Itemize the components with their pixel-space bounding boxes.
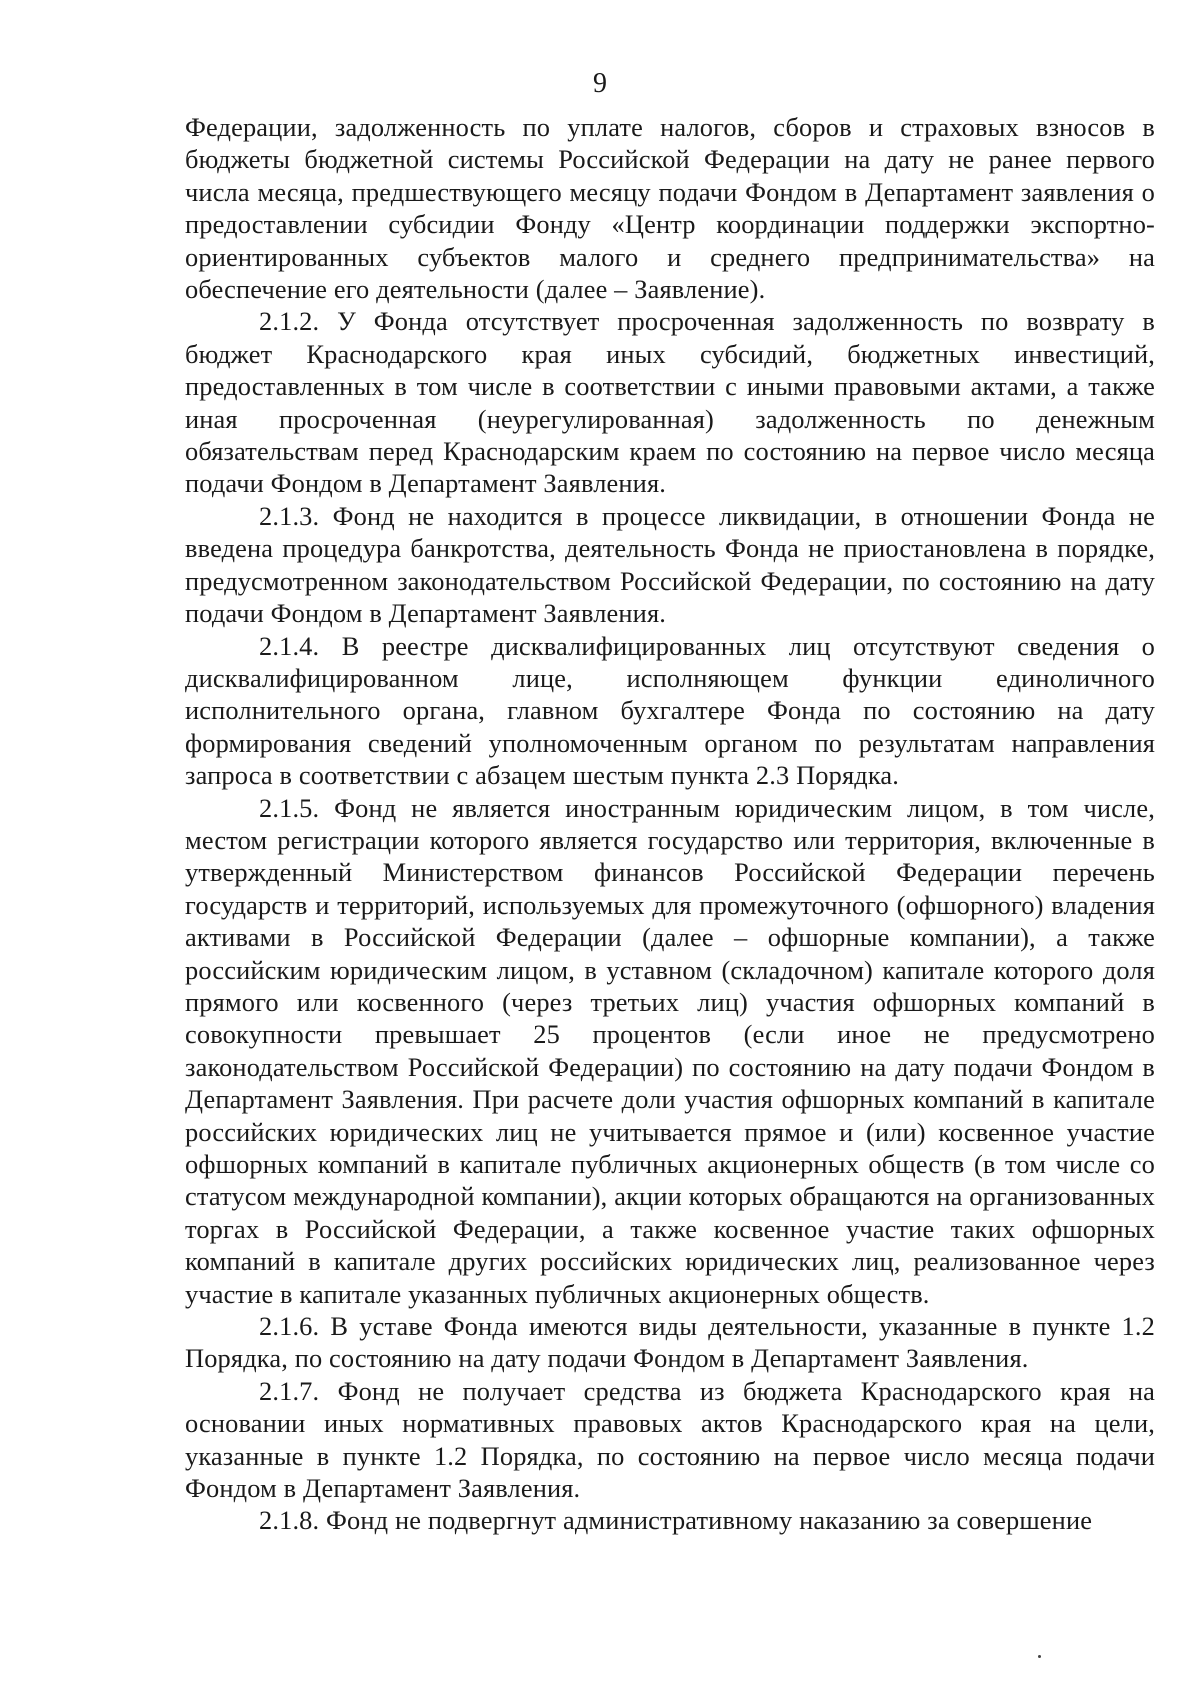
page-number: 9 xyxy=(593,68,607,99)
paragraph-2-1-7: 2.1.7. Фонд не получает средства из бюджета Краснодарского края на основании иных нормативных правовых актов Краснодарского края на цели, указанные в пункте 1.2 Порядка, по состоянию на первое число месяца подачи Фондом в Департамент Заявления. xyxy=(185,1375,1155,1504)
paragraph-2-1-4: 2.1.4. В реестре дисквалифицированных лиц отсутствуют сведения о дисквалифицированном лице, исполняющем функции единоличного исполнительного органа, главном бухгалтере Фонда по состоянию на дату формирования сведений уполномоченным органом по результатам направления запроса в соответствии с абзацем шестым пункта 2.3 Порядка. xyxy=(185,630,1155,791)
document-body xyxy=(185,111,1155,1537)
paragraph-continuation: Федерации, задолженность по уплате налогов, сборов и страховых взносов в бюджеты бюджетной системы Российской Федерации на дату не ранее первого числа месяца, предшествующего месяцу подачи Фондом в Департамент заявления о предоставлении субсидии Фонду «Центр координации поддержки экспортно-ориентированных субъектов малого и среднего предпринимательства» на обеспечение его деятельности (далее – Заявление). xyxy=(185,112,1155,305)
paragraph-2-1-2: 2.1.2. У Фонда отсутствует просроченная задолженность по возврату в бюджет Краснодарского края иных субсидий, бюджетных инвестиций, предоставленных в том числе в соответствии с иными правовыми актами, а также иная просроченная (неурегулированная) задолженность по денежным обязательствам перед Краснодарским краем по состоянию на первое число месяца подачи Фондом в Департамент Заявления. xyxy=(185,306,1155,499)
paragraph-2-1-5: 2.1.5. Фонд не является иностранным юридическим лицом, в том числе, местом регистрации которого является государство или территория, включенные в утвержденный Министерством финансов Российской Федерации перечень государств и территорий, используемых для промежуточного (офшорного) владения активами в Российской Федерации (далее – офшорные компании), а также российским юридическим лицом, в уставном (складочном) капитале которого доля прямого или косвенного (через третьих лиц) участия офшорных компаний в совокупности превышает 25 процентов (если иное не предусмотрено законодательством Российской Федерации) по состоянию на дату подачи Фондом в Департамент Заявления. При расчете доли участия офшорных компаний в капитале российских юридических лиц не учитывается прямое и (или) косвенное участие офшорных компаний в капитале публичных акционерных обществ (в том числе со статусом международной компании), акции которых обращаются на организованных торгах в Российской Федерации, а также косвенное участие таких офшорных компаний в капитале других российских юридических лиц, реализованное через участие в капитале указанных публичных акционерных обществ. xyxy=(185,792,1155,1309)
paragraph-2-1-6: 2.1.6. В уставе Фонда имеются виды деятельности, указанные в пункте 1.2 Порядка, по состоянию на дату подачи Фондом в Департамент Заявления. xyxy=(185,1311,1155,1374)
paragraph-2-1-8: 2.1.8. Фонд не подвергнут административному наказанию за совершение xyxy=(259,1505,1093,1536)
paragraph-2-1-3: 2.1.3. Фонд не находится в процессе ликвидации, в отношении Фонда не введена процедура банкротства, деятельность Фонда не приостановлена в порядке, предусмотренном законодательством Российской Федерации, по состоянию на дату подачи Фондом в Департамент Заявления. xyxy=(185,500,1155,629)
scan-speck xyxy=(1038,1655,1041,1658)
